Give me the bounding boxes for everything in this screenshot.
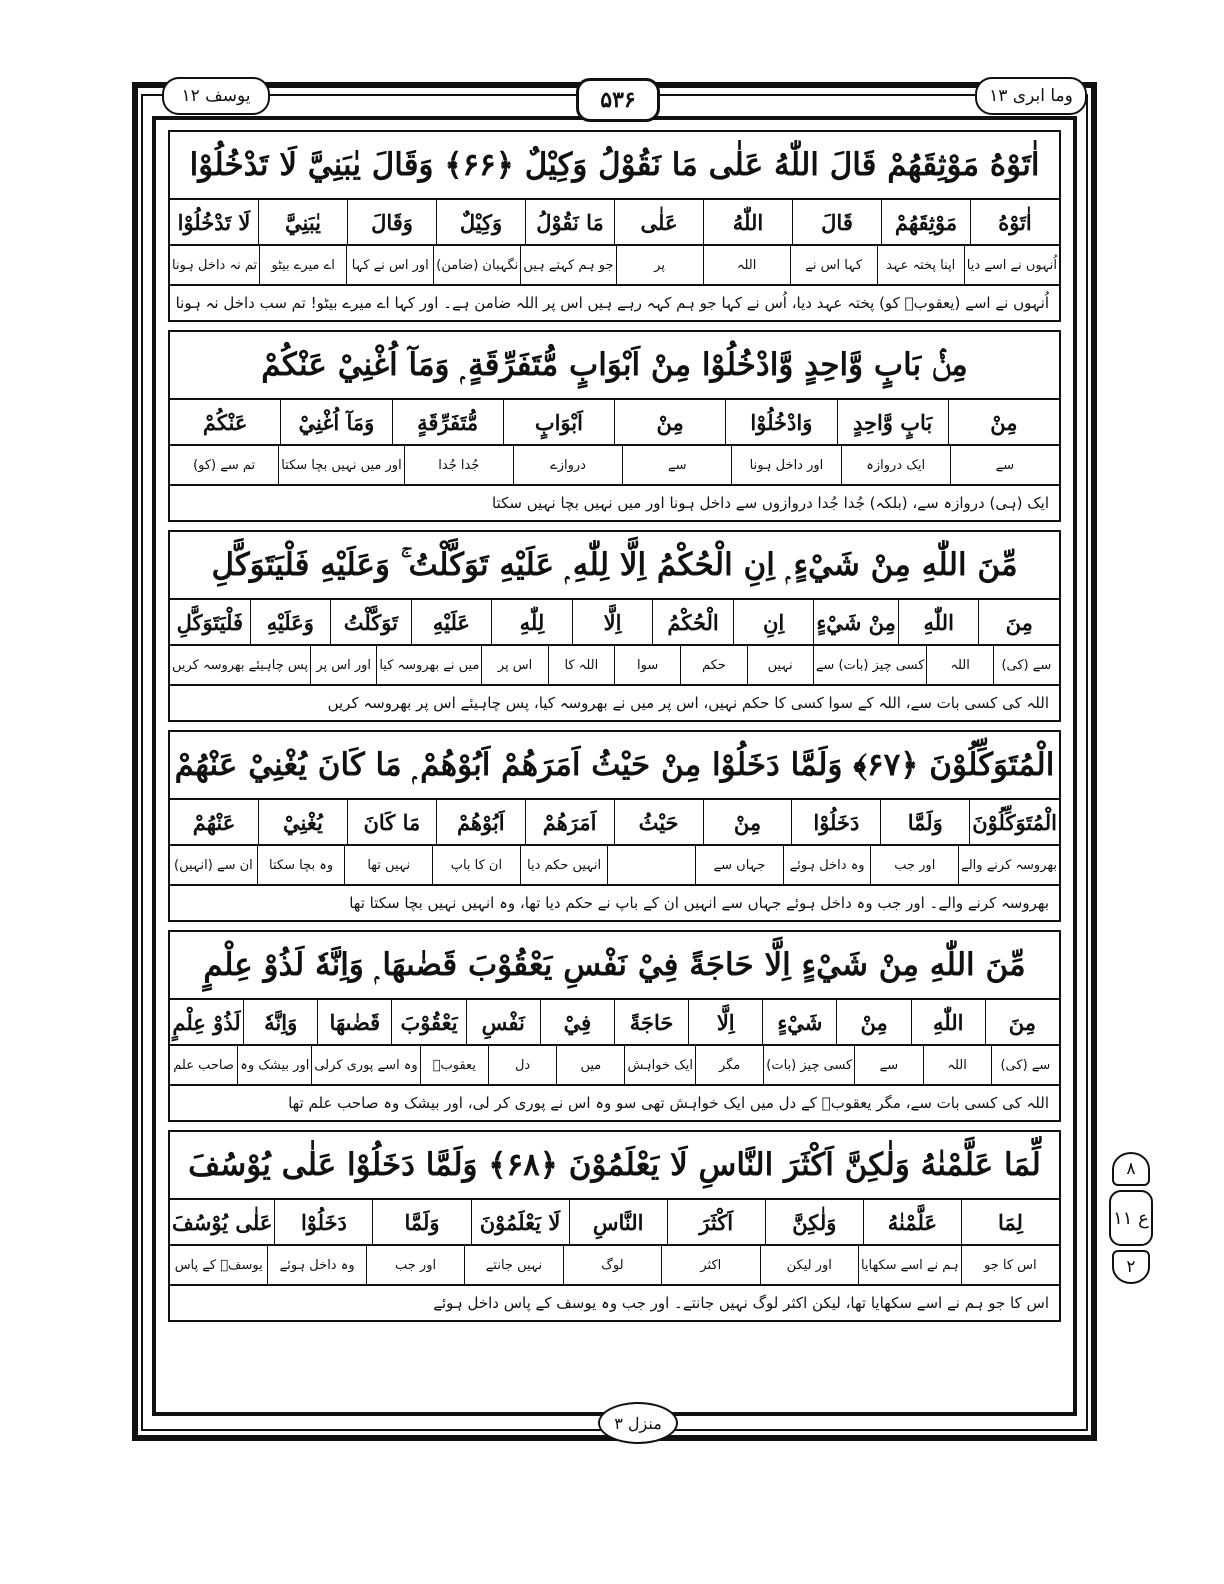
word-meaning: نہیں — [747, 646, 813, 684]
arabic-word: عَنْكُمْ — [202, 409, 248, 435]
arabic-word: وَادْخُلُوْا — [725, 400, 836, 444]
arabic-word: وَمَآ اُغْنِيْ — [280, 400, 391, 444]
arabic-word: حَيْثُ — [614, 800, 703, 844]
word-meaning: یوسفؑ کے پاس — [174, 1257, 263, 1273]
arabic-word: عَلٰى — [614, 200, 703, 244]
arabic-word: الْحُكْمُ — [652, 600, 733, 644]
word-meaning: اور میں نہیں بچا سکتا — [278, 446, 403, 484]
arabic-word: دَخَلُوْا — [791, 800, 880, 844]
word-row — [170, 1000, 1059, 1044]
arabic-word: مِنَ — [985, 1000, 1059, 1044]
word-meaning: اور لیکن — [760, 1246, 858, 1284]
word-meaning: تم نہ داخل ہونا — [172, 257, 258, 273]
meaning-row — [170, 444, 1059, 484]
word-meaning: صاحب علم — [173, 1057, 234, 1073]
word-meaning: سے — [854, 1046, 922, 1084]
word-meaning: میں — [556, 1046, 624, 1084]
word-meaning: پس چاہیئے بھروسہ کریں — [171, 657, 309, 673]
arabic-word: عَلَّمْنٰهُ — [863, 1200, 961, 1244]
arabic-word: مَا نَقُوْلُ — [525, 200, 614, 244]
ruku-marker-bottom: ۲ — [1112, 1250, 1150, 1284]
word-meaning: نگہبان (ضامن) — [433, 246, 520, 284]
arabic-word: وَاِنَّهٗ — [243, 1000, 317, 1044]
ruku-marker-middle: ع ۱۱ — [1109, 1190, 1153, 1246]
word-meaning: میں نے بھروسہ کیا — [376, 646, 481, 684]
word-meaning: جُدا جُدا — [404, 446, 513, 484]
word-meaning: نہیں جانتے — [464, 1246, 562, 1284]
verse-list — [168, 130, 1061, 1330]
word-meaning: دل — [488, 1046, 556, 1084]
meaning-row — [170, 644, 1059, 684]
verse-block — [168, 330, 1061, 522]
urdu-translation: اُنہوں نے اسے (یعقوبؑ کو) پختہ عہد دیا، اُس نے کہا جو ہم کہہ رہے ہیں اس پر اللہ ضامن ہے۔ اور کہا اے میرے بیٹو! تم سب داخل نہ ہونا — [170, 284, 1059, 320]
urdu-translation: اس کا جو ہم نے اسے سکھایا تھا، لیکن اکثر لوگ نہیں جانتے۔ اور جب وہ یوسف کے پاس داخل ہوئے — [170, 1284, 1059, 1320]
word-meaning: حکم — [680, 646, 746, 684]
verse-block — [168, 730, 1061, 922]
word-meaning: اور جب — [366, 1246, 464, 1284]
word-meaning: پر — [616, 246, 703, 284]
arabic-word: وَكِيْلٌ — [436, 200, 525, 244]
word-meaning: بھروسہ کرنے والے — [958, 846, 1059, 884]
word-meaning: نہیں تھا — [344, 846, 432, 884]
arabic-word: مِنَ — [978, 600, 1059, 644]
arabic-word: عَلٰى يُوْسُفَ — [172, 1209, 273, 1235]
arabic-verse-line: مِنْۢ بَابٍ وَّاحِدٍ وَّادْخُلُوْا مِنْ اَبْوَابٍ مُّتَفَرِّقَةٍ ۭ وَمَآ اُغْنِيْ عَنْكُمْ — [170, 332, 1059, 400]
arabic-word: عَنْهُمْ — [192, 809, 236, 835]
arabic-word: مِنْ شَيْءٍ — [813, 600, 898, 644]
arabic-verse-line: اٰتَوْهُ مَوْثِقَهُمْ قَالَ اللّٰهُ عَلٰى مَا نَقُوْلُ وَكِيْلٌ ﴿۶۶﴾ وَقَالَ يٰبَنِيَّ لَا تَدْخُلُوْا — [170, 132, 1059, 200]
meaning-row — [170, 844, 1059, 884]
word-meaning: یعقوبؑ — [420, 1046, 488, 1084]
arabic-word: قَضٰىهَا — [317, 1000, 391, 1044]
word-meaning: سے (کی) — [991, 1046, 1059, 1084]
word-meaning: کسی چیز (بات) سے — [813, 646, 927, 684]
para-label: وما ابری ۱۳ — [975, 77, 1087, 115]
arabic-word: اٰتَوْهُ — [970, 200, 1059, 244]
word-meaning: وہ داخل ہوئے — [783, 846, 871, 884]
verse-block — [168, 1130, 1061, 1322]
arabic-word: يٰبَنِيَّ — [258, 200, 347, 244]
word-meaning: سوا — [614, 646, 680, 684]
urdu-translation: اللہ کی کسی بات سے، اللہ کے سوا کسی کا حکم نہیں، اس پر میں نے بھروسہ کیا، پس چاہیئے اس پر بھروسہ کریں — [170, 684, 1059, 720]
arabic-word: يَعْقُوْبَ — [391, 1000, 465, 1044]
arabic-verse-line: مِّنَ اللّٰهِ مِنْ شَيْءٍ اِلَّا حَاجَةً فِيْ نَفْسِ يَعْقُوْبَ قَضٰىهَا ۭ وَاِنَّهٗ لَذُوْ عِلْمٍ — [170, 932, 1059, 1000]
arabic-verse-line: لِّمَا عَلَّمْنٰهُ وَلٰكِنَّ اَكْثَرَ النَّاسِ لَا يَعْلَمُوْنَ ﴿۶۸﴾ وَلَمَّا دَخَلُوْا عَلٰى يُوْسُفَ — [170, 1132, 1059, 1200]
word-meaning: دروازے — [513, 446, 622, 484]
arabic-word: مِنْ — [948, 400, 1059, 444]
manzil-label: منزل ۳ — [598, 1402, 678, 1444]
meaning-row — [170, 244, 1059, 284]
urdu-translation: ایک (ہی) دروازہ سے، (بلکہ) جُدا جُدا دروازوں سے داخل ہونا اور میں نہیں بچا نہیں سکتا — [170, 484, 1059, 520]
word-meaning: اس پر — [481, 646, 547, 684]
arabic-word: فَلْيَتَوَكَّلِ — [176, 609, 243, 635]
word-meaning: کسی چیز (بات) — [763, 1046, 854, 1084]
word-meaning: انہیں حکم دیا — [520, 846, 608, 884]
word-meaning: ان کا باپ — [432, 846, 520, 884]
arabic-word: اَمَرَهُمْ — [525, 800, 614, 844]
arabic-word: اللّٰهِ — [911, 1000, 985, 1044]
word-meaning: ایک خواہش — [624, 1046, 695, 1084]
word-row — [170, 600, 1059, 644]
word-row — [170, 800, 1059, 844]
word-meaning: ان سے (انہیں) — [174, 857, 253, 873]
arabic-word: لَا تَدْخُلُوْا — [177, 209, 251, 235]
arabic-verse-line: مِّنَ اللّٰهِ مِنْ شَيْءٍ ۭ اِنِ الْحُكْمُ اِلَّا لِلّٰهِ ۭ عَلَيْهِ تَوَكَّلْتُ ۚ وَعَلَيْهِ فَلْيَتَوَكَّلِ — [170, 532, 1059, 600]
arabic-word: اَبْوَابٍ — [503, 400, 614, 444]
arabic-word: اَبُوْهُمْ — [436, 800, 525, 844]
urdu-translation: اللہ کی کسی بات سے، مگر یعقوبؑ کے دل میں ایک خواہش تھی سو وہ اس نے پوری کر لی، اور بیشک وہ صاحب علم تھا — [170, 1084, 1059, 1120]
verse-block — [168, 530, 1061, 722]
arabic-word: وَعَلَيْهِ — [250, 600, 331, 644]
word-meaning: اللہ — [923, 1046, 991, 1084]
arabic-word: لِلّٰهِ — [491, 600, 572, 644]
arabic-word: يُغْنِيْ — [258, 800, 347, 844]
arabic-verse-line: الْمُتَوَكِّلُوْنَ ﴿۶۷﴾ وَلَمَّا دَخَلُوْا مِنْ حَيْثُ اَمَرَهُمْ اَبُوْهُمْ ۭ مَا كَانَ يُغْنِيْ عَنْهُمْ — [170, 732, 1059, 800]
word-meaning: اُنہوں نے اسے دیا — [964, 246, 1059, 284]
arabic-word: اِلَّا — [688, 1000, 762, 1044]
word-meaning: سے — [950, 446, 1059, 484]
word-meaning: اور داخل ہونا — [731, 446, 840, 484]
word-row — [170, 200, 1059, 244]
word-meaning: سے (کی) — [993, 646, 1059, 684]
arabic-word: مَوْثِقَهُمْ — [881, 200, 970, 244]
arabic-word: اللّٰهُ — [703, 200, 792, 244]
word-meaning: مگر — [695, 1046, 763, 1084]
arabic-word: مَا كَانَ — [347, 800, 436, 844]
arabic-word: وَلٰكِنَّ — [765, 1200, 863, 1244]
word-meaning: لوگ — [563, 1246, 661, 1284]
arabic-word: النَّاسِ — [569, 1200, 667, 1244]
arabic-word: شَيْءٍ — [762, 1000, 836, 1044]
verse-block — [168, 930, 1061, 1122]
arabic-word: اَكْثَرَ — [667, 1200, 765, 1244]
word-meaning: اے میرے بیٹو — [259, 246, 346, 284]
arabic-word: مِنْ — [836, 1000, 910, 1044]
word-meaning: اور اس نے کہا — [346, 246, 433, 284]
word-meaning: تم سے (کو) — [193, 457, 256, 473]
arabic-word: اِلَّا — [572, 600, 653, 644]
page-number: ۵۳۶ — [576, 78, 660, 122]
arabic-word: بَابٍ وَّاحِدٍ — [837, 400, 948, 444]
arabic-word: لَا يَعْلَمُوْنَ — [471, 1200, 569, 1244]
word-meaning: اور بیشک وہ — [237, 1046, 311, 1084]
arabic-word: مِنْ — [703, 800, 792, 844]
arabic-word: الْمُتَوَكِّلُوْنَ — [969, 800, 1059, 844]
word-row — [170, 400, 1059, 444]
arabic-word: مِنْ — [614, 400, 725, 444]
arabic-word: فِيْ — [540, 1000, 614, 1044]
arabic-word: عَلَيْهِ — [411, 600, 492, 644]
word-meaning: اللہ کا — [548, 646, 614, 684]
arabic-word: وَلَمَّا — [372, 1200, 470, 1244]
meaning-row — [170, 1244, 1059, 1284]
arabic-word: تَوَكَّلْتُ — [330, 600, 411, 644]
word-meaning: ہم نے اسے سکھایا — [858, 1246, 961, 1284]
word-meaning: کہا اس نے — [790, 246, 877, 284]
word-meaning: وہ بچا سکتا — [257, 846, 345, 884]
meaning-row — [170, 1044, 1059, 1084]
ruku-marker-top: ۸ — [1112, 1152, 1150, 1186]
arabic-word: دَخَلُوْا — [274, 1200, 372, 1244]
word-meaning: اس کا جو — [961, 1246, 1059, 1284]
arabic-word: نَفْسِ — [466, 1000, 540, 1044]
word-meaning: اور جب — [870, 846, 958, 884]
word-meaning: وہ اسے پوری کرلی — [311, 1046, 419, 1084]
word-meaning: اپنا پختہ عہد — [877, 246, 964, 284]
arabic-word: وَقَالَ — [347, 200, 436, 244]
word-row — [170, 1200, 1059, 1244]
arabic-word: لَذُوْ عِلْمٍ — [172, 1009, 241, 1035]
word-meaning: اکثر — [661, 1246, 759, 1284]
word-meaning: جو ہم کہتے ہیں — [520, 246, 615, 284]
word-meaning: سے — [622, 446, 731, 484]
arabic-word: مُّتَفَرِّقَةٍ — [392, 400, 503, 444]
word-meaning: اور اس پر — [310, 646, 376, 684]
word-meaning — [607, 846, 695, 884]
word-meaning: اللہ — [703, 246, 790, 284]
word-meaning: ایک دروازہ — [841, 446, 950, 484]
arabic-word: اللّٰهِ — [898, 600, 979, 644]
verse-block — [168, 130, 1061, 322]
word-meaning: وہ داخل ہوئے — [267, 1246, 365, 1284]
arabic-word: اِنِ — [733, 600, 814, 644]
arabic-word: وَلَمَّا — [880, 800, 969, 844]
arabic-word: قَالَ — [792, 200, 881, 244]
word-meaning: اللہ — [926, 646, 992, 684]
urdu-translation: بھروسہ کرنے والے۔ اور جب وہ داخل ہوئے جہاں سے انہیں ان کے باپ نے حکم دیا تھا، وہ انہیں نہیں بچا سکتا تھا — [170, 884, 1059, 920]
surah-label: یوسف ۱۲ — [162, 77, 270, 115]
arabic-word: حَاجَةً — [614, 1000, 688, 1044]
arabic-word: لِمَا — [961, 1200, 1059, 1244]
word-meaning: جہاں سے — [695, 846, 783, 884]
